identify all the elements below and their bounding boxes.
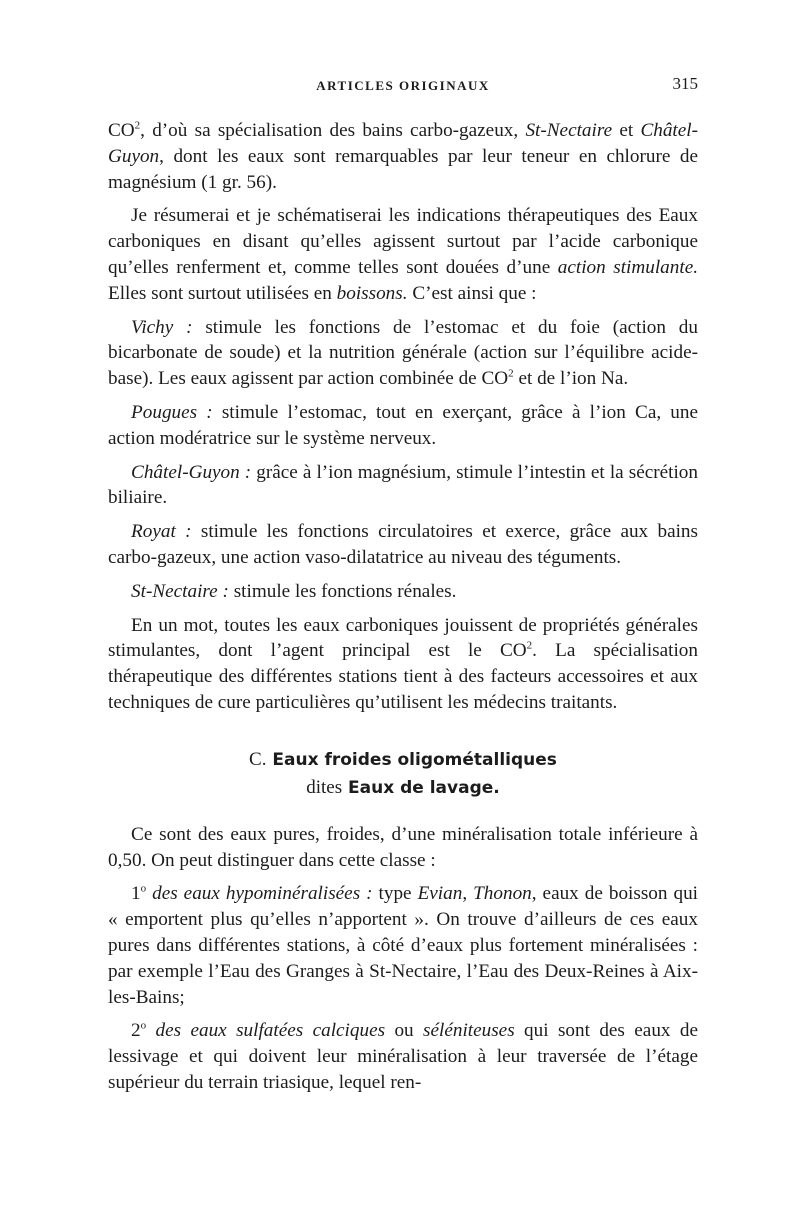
paragraph-pougues: Pougues : stimule l’estomac, tout en exerçant, grâce à l’ion Ca, une action modératrice sur le système nerveux. — [108, 401, 699, 449]
paragraph-co2-specialisation: $CO^2$, d’où sa spécialisation des bains carbo-gazeux, St-Nectaire et Châtel-Guyon, dont les eaux sont remarquables par leur teneur en chlorure de magnésium (1 gr. 56). — [108, 119, 698, 193]
page-number: 315 — [672, 74, 698, 93]
section-dites: dites — [306, 776, 343, 798]
page-header — [108, 60, 698, 96]
section-heading — [108, 746, 698, 802]
section-subtitle: Eaux de lavage. — [348, 777, 500, 798]
paragraph-royat: Royat : stimule les fonctions circulatoires et exerce, grâce aux bains carbo-gazeux, une action vaso-dilatatrice au niveau des téguments. — [108, 521, 698, 568]
page — [108, 60, 698, 1104]
paragraph-st-nectaire: St-Nectaire : stimule les fonctions rénales. — [131, 580, 457, 602]
section-letter: C. — [249, 748, 267, 770]
section-title: Eaux froides oligométalliques — [272, 749, 557, 770]
paragraph-vichy: Vichy : stimule les fonctions de l’estomac et du foie (action du bicarbonate de soude) et la nutrition générale (action sur l’équilibre acide-base). Les eaux agissent par action combinée de $CO^2$ et de l’ion Na. — [108, 316, 698, 390]
paragraph-chatel-guyon: Châtel-Guyon : grâce à l’ion magnésium, stimule l’intestin et la sécrétion biliaire. — [108, 461, 698, 509]
running-title: ARTICLES ORIGINAUX — [316, 78, 490, 93]
paragraph-indications: Je résumerai et je schématiserai les indications thérapeutiques des Eaux carboniques en disant qu’elles agissent surtout par l’acide carbonique qu’elles renferment et, comme telles sont douées d’une action stimulante. Elles sont surtout utilisées en boissons. C’est ainsi que : — [108, 205, 699, 304]
paragraph-sulfatees: 2$^o$ des eaux sulfatées calciques ou séléniteuses qui sont des eaux de lessivage et qui doivent leur minéralisation à leur traversée de l’étage supérieur du terrain triasique, lequel ren- — [108, 1019, 698, 1093]
paragraph-hypomineralisees: 1$^o$ des eaux hypominéralisées : type Evian, Thonon, eaux de boisson qui « emportent plus qu’elles n’apportent ». On trouve d’ailleurs de ces eaux pures dans différentes stations, à côté d’eaux plus fortement minéralisées : par exemple l’Eau des Granges à St-Nectaire, l’Eau des Deux-Reines à Aix-les-Bains; — [108, 882, 698, 1008]
paragraph-eaux-pures: Ce sont des eaux pures, froides, d’une minéralisation totale inférieure à 0,50. On peut distinguer dans cette classe : — [108, 823, 698, 871]
paragraph-summary: En un mot, toutes les eaux carboniques jouissent de propriétés générales stimulantes, dont l’agent principal est le $CO^2$. La spécialisation thérapeutique des différentes stations tient à des facteurs accessoires et aux techniques de cure particulières qu’utilisent les médecins traitants. — [108, 614, 698, 713]
